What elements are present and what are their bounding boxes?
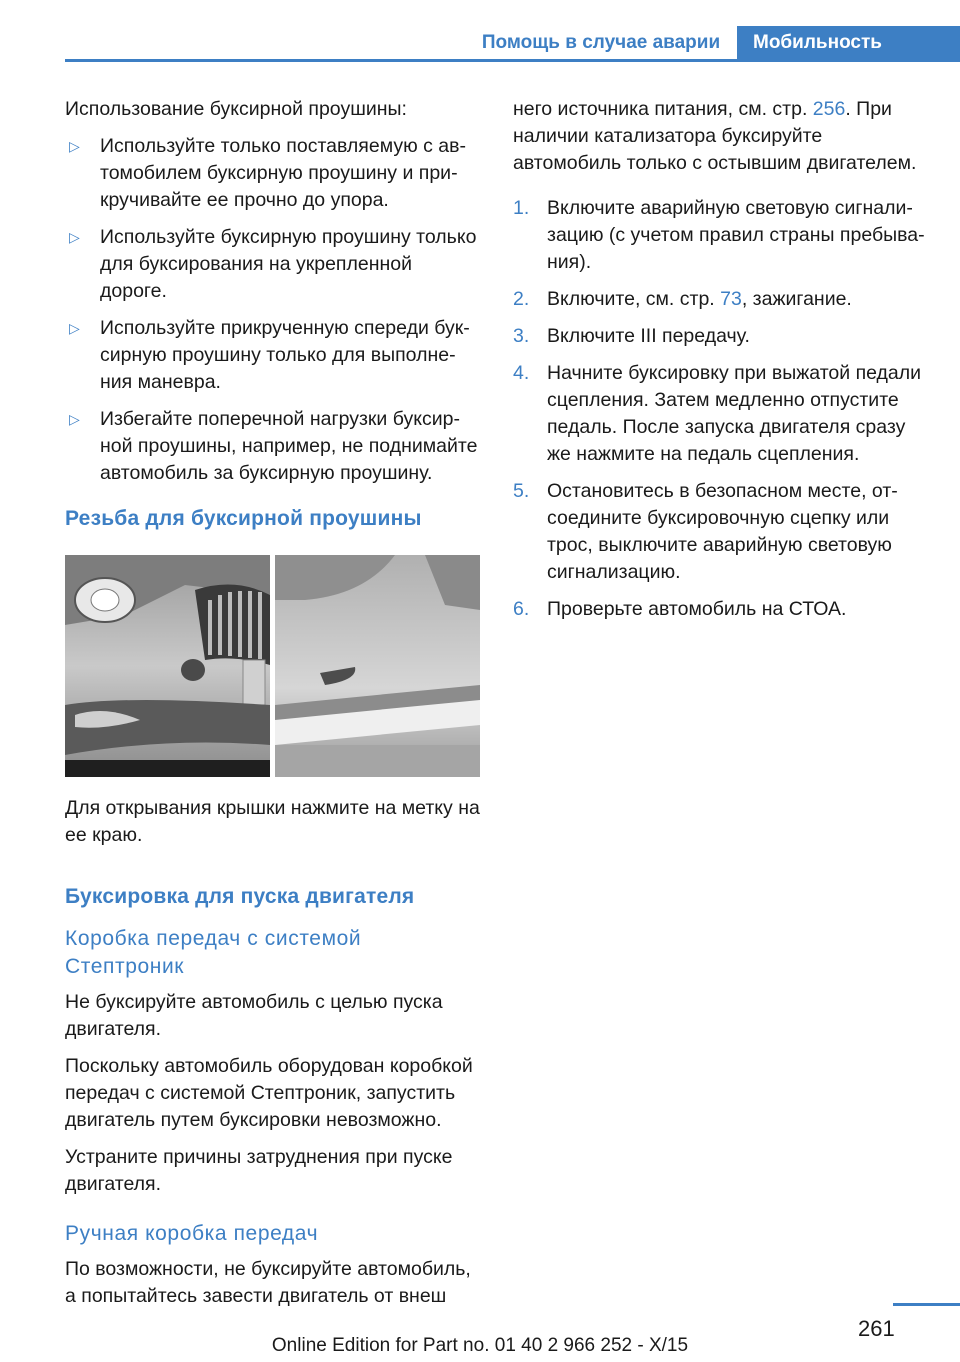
triangle-bullet-icon: ▷ (69, 138, 80, 154)
page-ref-link[interactable]: 73 (720, 288, 742, 310)
page-ref-link[interactable]: 256 (812, 98, 846, 120)
step-text: Включите III передачу. (547, 325, 750, 347)
step-number: 2. (513, 288, 530, 310)
steptronic-paragraph: Устраните причины затруднения при пуске двигателя. (65, 1146, 453, 1195)
step-number: 6. (513, 598, 530, 620)
step-text: Включите аварийную световую сигнализацию (с учетом правил страны пребывания). (547, 197, 925, 273)
step-item (513, 478, 925, 586)
step-item (513, 596, 925, 623)
list-item-text: Используйте прикрученную спереди буксирную проушину только для выполнения маневра. (100, 317, 470, 393)
steptronic-paragraph: Поскольку автомобиль оборудован коробкой передач с системой Стептроник, запустить двигатель путем буксировки невозможно. (65, 1055, 473, 1131)
list-item-text: Используйте только поставляемую с автомобилем буксирную проушину и прикручивайте ее прочно до упора. (100, 135, 466, 211)
figure-caption: Для открывания крышки нажмите на метку на ее краю. (65, 797, 480, 846)
step-item (513, 323, 925, 350)
step-item (513, 286, 925, 313)
right-column (513, 96, 925, 633)
section-heading-tow-start: Буксировка для пуска двигателя (65, 885, 415, 908)
page-number: 261 (858, 1316, 895, 1341)
steptronic-paragraph: Не буксируйте автомобиль с целью пуска двигателя. (65, 991, 443, 1040)
step-number: 4. (513, 362, 530, 384)
header-section-title: Помощь в случае аварии (481, 31, 721, 53)
list-item (65, 133, 480, 214)
tow-eye-cover-figure (65, 555, 480, 777)
continuation-paragraph (513, 96, 925, 177)
step-text (547, 286, 852, 313)
triangle-bullet-icon: ▷ (69, 229, 80, 245)
header-rule (65, 59, 960, 62)
step-item (513, 360, 925, 468)
subheading-steptronic: Коробка передач с системой Стептроник (65, 927, 362, 978)
list-item (65, 224, 480, 305)
step-text: Начните буксировку при выжатой педали сцепления. Затем медленно отпустите педаль. После запуска двигателя сразу же нажмите на педаль сцепления. (547, 362, 922, 465)
header-chapter-tab: Мобильность (737, 26, 960, 59)
triangle-bullet-icon: ▷ (69, 320, 80, 336)
left-column (65, 96, 480, 1320)
step-item (513, 195, 925, 276)
manual-paragraph: По возможности, не буксируйте автомобиль, а попытайтесь завести двигатель от внеш (65, 1258, 471, 1307)
step-text-part: , зажигание. (741, 288, 852, 310)
continuation-text: . При наличии катализатора буксируйте автомобиль только с остывшим двигателем. (513, 98, 917, 174)
triangle-bullet-icon: ▷ (69, 411, 80, 427)
step-number: 5. (513, 480, 530, 502)
continuation-text: него источника питания, см. стр. (513, 98, 813, 120)
intro-text: Использование буксирной проушины: (65, 98, 407, 120)
car-bumper-illustration (65, 555, 480, 777)
step-number: 1. (513, 197, 530, 219)
step-text: Проверьте автомобиль на СТОА. (547, 598, 847, 620)
edition-footer: Online Edition for Part no. 01 40 2 966 252 - X/15 (271, 1335, 689, 1356)
list-item (65, 315, 480, 396)
section-heading-thread: Резьба для буксирной проушины (65, 507, 422, 530)
subheading-manual: Ручная коробка передач (65, 1222, 319, 1245)
list-item (65, 406, 480, 487)
step-text-part: Включите, см. стр. (547, 288, 721, 310)
list-item-text: Избегайте поперечной нагрузки буксирной проушины, например, не поднимайте автомобиль за буксирную проушину. (100, 408, 478, 484)
step-number: 3. (513, 325, 530, 347)
footer-rule (893, 1303, 960, 1306)
step-text: Остановитесь в безопасном месте, отсоедините буксировочную сцепку или трос, выключите аварийную световую сигнализацию. (547, 480, 898, 583)
list-item-text: Используйте буксирную проушину только для буксирования на укрепленной дороге. (100, 226, 477, 302)
